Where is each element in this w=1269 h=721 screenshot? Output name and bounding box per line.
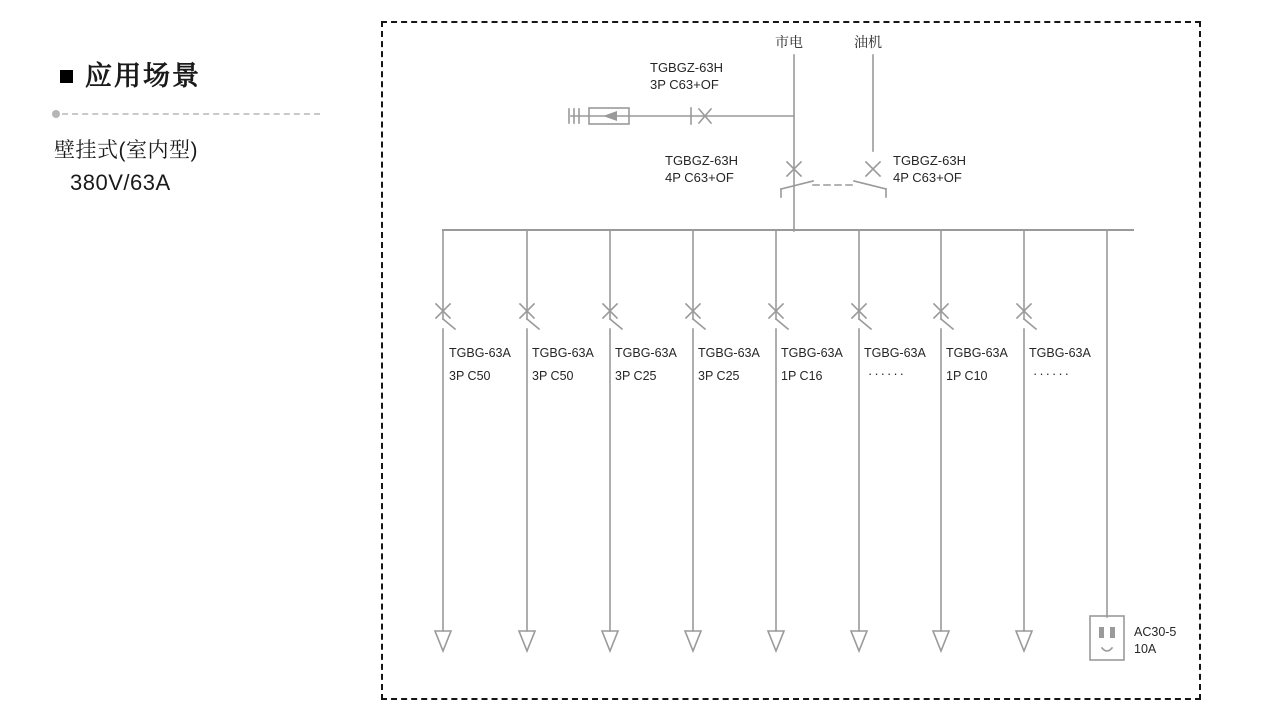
- divider-dot-icon: [52, 110, 60, 118]
- feeder-model-5: TGBG-63A: [781, 346, 843, 360]
- feeder-model-8: TGBG-63A: [1029, 346, 1091, 360]
- feeder-spec-1: 3P C50: [449, 369, 491, 383]
- feeder-model-2: TGBG-63A: [532, 346, 594, 360]
- feeder-spec-3: 3P C25: [615, 369, 657, 383]
- feeder-model-1: TGBG-63A: [449, 346, 511, 360]
- subtitle-rating: 380V/63A: [70, 170, 171, 195]
- incoming-breaker-spec: 3P C63+OF: [650, 77, 719, 92]
- feeder-model-3: TGBG-63A: [615, 346, 677, 360]
- transfer-breaker-left-model: TGBGZ-63H: [665, 153, 738, 168]
- transfer-breaker-left-spec: 4P C63+OF: [665, 170, 734, 185]
- subtitle-mounting-type: 壁挂式(室内型): [54, 139, 198, 162]
- feeder-spec-5: 1P C16: [781, 369, 823, 383]
- incoming-breaker-model: TGBGZ-63H: [650, 60, 723, 75]
- feeder-spec-8: ······: [1033, 366, 1071, 381]
- source-label-generator: 油机: [854, 34, 882, 50]
- transfer-breaker-right-spec: 4P C63+OF: [893, 170, 962, 185]
- square-bullet-icon: [60, 70, 73, 83]
- page-title: [60, 63, 201, 90]
- feeder-spec-4: 3P C25: [698, 369, 740, 383]
- feeder-model-6: TGBG-63A: [864, 346, 926, 360]
- divider-dashed-line: [62, 113, 320, 115]
- source-label-mains: 市电: [775, 34, 803, 50]
- feeder-spec-7: 1P C10: [946, 369, 988, 383]
- divider: [52, 108, 320, 120]
- socket-model-label: AC30-5: [1134, 625, 1177, 639]
- socket-current-label: 10A: [1134, 642, 1157, 656]
- feeder-spec-6: ······: [868, 366, 906, 381]
- feeder-model-4: TGBG-63A: [698, 346, 760, 360]
- feeder-model-7: TGBG-63A: [946, 346, 1008, 360]
- transfer-breaker-right-model: TGBGZ-63H: [893, 153, 966, 168]
- left-info-panel: [0, 0, 370, 721]
- feeder-spec-2: 3P C50: [532, 369, 574, 383]
- page-title-label: 应用场景: [85, 61, 201, 91]
